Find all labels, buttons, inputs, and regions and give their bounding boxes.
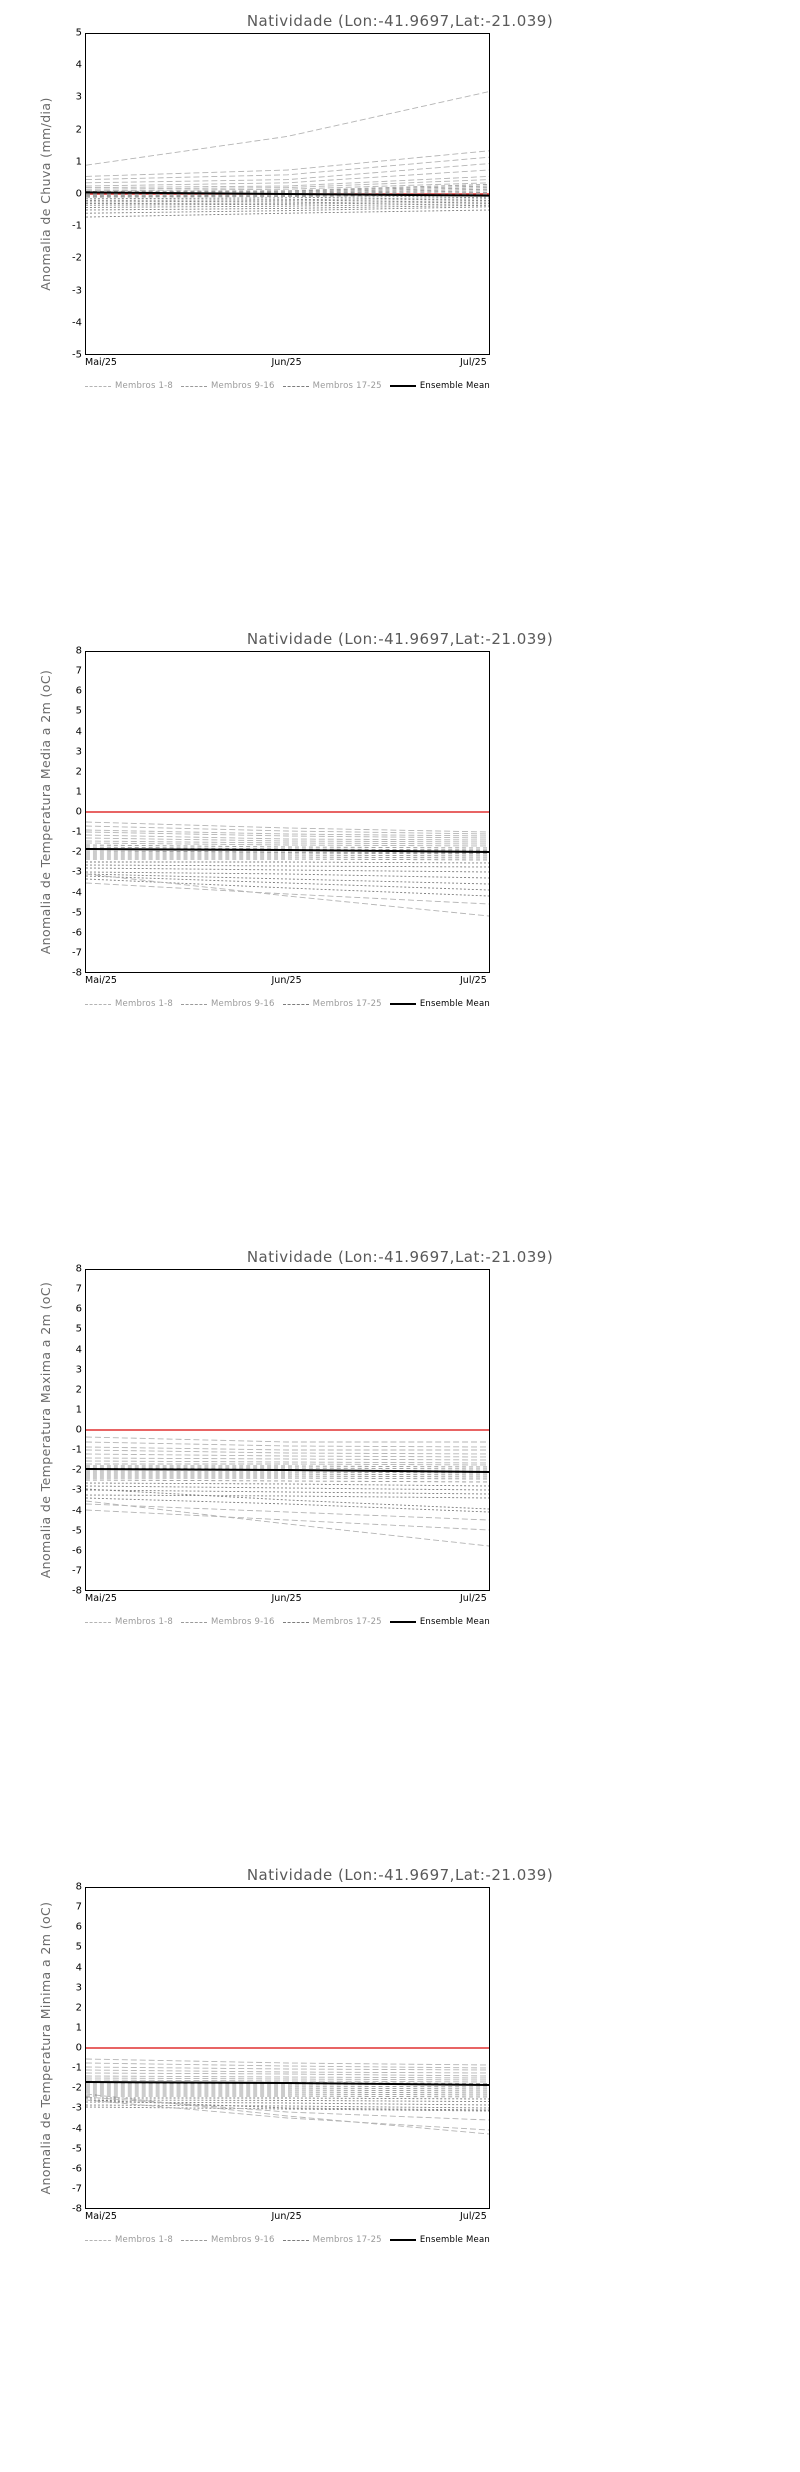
y-tick-label: 7 bbox=[75, 1283, 82, 1295]
member-line bbox=[86, 2092, 489, 2093]
legend-item bbox=[85, 1617, 173, 1627]
y-tick-label: 2 bbox=[75, 766, 82, 778]
member-line bbox=[86, 876, 489, 890]
x-tick-label: Mai/25 bbox=[85, 1593, 117, 1604]
series-lines bbox=[86, 652, 489, 972]
y-tick-label: -4 bbox=[72, 317, 82, 329]
y-tick-label: 3 bbox=[75, 91, 82, 103]
legend-item bbox=[283, 999, 382, 1009]
x-tick-label: Jul/25 bbox=[460, 357, 487, 368]
legend-swatch bbox=[181, 2240, 207, 2241]
ensemble-mean-line bbox=[86, 2082, 489, 2085]
plot-area bbox=[85, 1269, 490, 1591]
legend-label: Membros 9-16 bbox=[211, 2235, 275, 2245]
member-line bbox=[86, 862, 489, 863]
y-tick-label: 5 bbox=[75, 1323, 82, 1335]
x-tick-label: Jul/25 bbox=[460, 975, 487, 986]
y-tick-label: -1 bbox=[72, 2062, 82, 2074]
member-line bbox=[86, 1483, 489, 1486]
y-tick-label: 2 bbox=[75, 124, 82, 136]
member-line bbox=[86, 1510, 489, 1530]
legend-swatch bbox=[181, 386, 207, 387]
y-tick-label: 1 bbox=[75, 156, 82, 168]
legend-swatch bbox=[181, 1622, 207, 1623]
y-tick-label: 0 bbox=[75, 188, 82, 200]
member-line bbox=[86, 868, 489, 872]
y-axis-label: Anomalia de Temperatura Media a 2m (oC) bbox=[38, 669, 53, 955]
member-line bbox=[86, 2088, 489, 2089]
legend-item bbox=[390, 999, 490, 1009]
x-axis-ticks bbox=[85, 2209, 490, 2227]
legend-item bbox=[85, 2235, 173, 2245]
member-line bbox=[86, 151, 489, 177]
member-line bbox=[86, 872, 489, 878]
y-tick-label: -3 bbox=[72, 285, 82, 297]
member-line bbox=[86, 1478, 489, 1479]
member-line bbox=[86, 1437, 489, 1442]
page-title: Natividade (Lon:-41.9697,Lat:-21.039) bbox=[246, 1866, 554, 1884]
legend-label: Membros 1-8 bbox=[115, 2235, 173, 2245]
y-tick-label: -6 bbox=[72, 1545, 82, 1557]
legend-item bbox=[85, 999, 173, 1009]
y-tick-label: 5 bbox=[75, 705, 82, 717]
member-line bbox=[86, 2073, 489, 2076]
y-tick-label: -2 bbox=[72, 846, 82, 858]
member-line bbox=[86, 2098, 489, 2099]
y-tick-label: -8 bbox=[72, 967, 82, 979]
y-axis-ticks bbox=[52, 27, 82, 361]
legend-label: Ensemble Mean bbox=[419, 999, 490, 1009]
member-line bbox=[86, 1454, 489, 1457]
y-tick-label: 8 bbox=[75, 645, 82, 657]
legend-label: Membros 17-25 bbox=[312, 1617, 382, 1627]
y-tick-label: 7 bbox=[75, 1901, 82, 1913]
y-tick-label: 2 bbox=[75, 2002, 82, 2014]
member-line bbox=[86, 859, 489, 860]
x-tick-label: Mai/25 bbox=[85, 2211, 117, 2222]
member-line bbox=[86, 2096, 489, 2097]
member-line bbox=[86, 1450, 489, 1454]
y-tick-label: 0 bbox=[75, 806, 82, 818]
member-line bbox=[86, 874, 489, 916]
y-tick-label: 6 bbox=[75, 1921, 82, 1933]
legend-label: Membros 1-8 bbox=[115, 381, 173, 391]
x-tick-label: Jun/25 bbox=[271, 357, 302, 368]
member-line bbox=[86, 1495, 489, 1498]
member-line bbox=[86, 207, 489, 213]
x-axis-ticks bbox=[85, 973, 490, 991]
legend-item bbox=[283, 381, 382, 391]
y-axis-label: Anomalia de Chuva (mm/dia) bbox=[38, 97, 53, 291]
plot-area bbox=[85, 1887, 490, 2209]
y-tick-label: 3 bbox=[75, 1982, 82, 1994]
y-tick-label: -2 bbox=[72, 1464, 82, 1476]
legend-swatch bbox=[390, 385, 416, 387]
y-axis-label: Anomalia de Temperatura Maxima a 2m (oC) bbox=[38, 1281, 53, 1579]
y-tick-label: -7 bbox=[72, 2183, 82, 2195]
y-tick-label: 3 bbox=[75, 1364, 82, 1376]
chart-legend bbox=[85, 1614, 490, 1630]
y-tick-label: -3 bbox=[72, 866, 82, 878]
y-tick-label: 7 bbox=[75, 665, 82, 677]
legend-label: Ensemble Mean bbox=[419, 381, 490, 391]
y-axis-ticks bbox=[52, 1263, 82, 1597]
y-tick-label: 8 bbox=[75, 1881, 82, 1893]
member-line bbox=[86, 1442, 489, 1447]
y-tick-label: -4 bbox=[72, 1505, 82, 1516]
y-tick-label: 1 bbox=[75, 786, 82, 798]
legend-label: Ensemble Mean bbox=[419, 1617, 490, 1627]
x-tick-label: Jun/25 bbox=[271, 2211, 302, 2222]
legend-swatch bbox=[283, 1622, 309, 1623]
legend-label: Membros 1-8 bbox=[115, 999, 173, 1009]
x-tick-label: Jun/25 bbox=[271, 975, 302, 986]
series-lines bbox=[86, 1888, 489, 2208]
y-tick-label: 5 bbox=[75, 1941, 82, 1953]
y-tick-label: -6 bbox=[72, 2163, 82, 2175]
y-tick-label: -1 bbox=[72, 826, 82, 838]
y-tick-label: 2 bbox=[75, 1384, 82, 1396]
legend-item bbox=[283, 1617, 382, 1627]
chart-panel-mean-temperature bbox=[0, 618, 800, 1236]
x-tick-label: Jul/25 bbox=[460, 2211, 487, 2222]
legend-swatch bbox=[85, 1004, 111, 1005]
legend-item bbox=[283, 2235, 382, 2245]
y-tick-label: -5 bbox=[72, 907, 82, 919]
page-title: Natividade (Lon:-41.9697,Lat:-21.039) bbox=[246, 1248, 554, 1266]
y-tick-label: -1 bbox=[72, 220, 82, 232]
member-line bbox=[86, 183, 489, 191]
member-line bbox=[86, 1501, 489, 1546]
y-tick-label: 5 bbox=[75, 27, 82, 39]
member-line bbox=[86, 1447, 489, 1450]
member-line bbox=[86, 1480, 489, 1482]
legend-item bbox=[390, 381, 490, 391]
y-tick-label: -4 bbox=[72, 2123, 82, 2134]
y-tick-label: 8 bbox=[75, 1263, 82, 1275]
member-line bbox=[86, 1476, 489, 1477]
legend-item bbox=[390, 2235, 490, 2245]
legend-swatch bbox=[283, 386, 309, 387]
y-tick-label: -5 bbox=[72, 1525, 82, 1537]
member-line bbox=[86, 1458, 489, 1460]
legend-swatch bbox=[181, 1004, 207, 1005]
y-tick-label: -2 bbox=[72, 252, 82, 264]
y-tick-label: 1 bbox=[75, 2022, 82, 2034]
y-tick-label: 0 bbox=[75, 1424, 82, 1436]
y-tick-label: 6 bbox=[75, 1303, 82, 1315]
y-tick-label: -1 bbox=[72, 1444, 82, 1456]
y-tick-label: -8 bbox=[72, 1585, 82, 1597]
member-line bbox=[86, 1489, 489, 1509]
legend-label: Membros 9-16 bbox=[211, 381, 275, 391]
member-line bbox=[86, 2094, 489, 2095]
legend-swatch bbox=[85, 1622, 111, 1623]
legend-swatch bbox=[85, 2240, 111, 2241]
y-axis-ticks bbox=[52, 1881, 82, 2215]
legend-swatch bbox=[390, 2239, 416, 2241]
legend-item bbox=[181, 381, 275, 391]
series-lines bbox=[86, 1270, 489, 1590]
y-tick-label: -3 bbox=[72, 1484, 82, 1496]
y-tick-label: 4 bbox=[75, 1344, 82, 1355]
y-tick-label: 4 bbox=[75, 726, 82, 737]
member-line bbox=[86, 853, 489, 854]
chart-legend bbox=[85, 378, 490, 394]
member-line bbox=[86, 865, 489, 867]
member-line bbox=[86, 204, 489, 208]
legend-swatch bbox=[390, 1621, 416, 1623]
member-line bbox=[86, 1466, 489, 1467]
member-line bbox=[86, 2076, 489, 2078]
member-line bbox=[86, 164, 489, 183]
y-tick-label: 3 bbox=[75, 746, 82, 758]
legend-swatch bbox=[390, 1003, 416, 1005]
member-line bbox=[86, 1498, 489, 1512]
page-title: Natividade (Lon:-41.9697,Lat:-21.039) bbox=[246, 630, 554, 648]
legend-item bbox=[181, 1617, 275, 1627]
y-tick-label: 4 bbox=[75, 1962, 82, 1973]
series-lines bbox=[86, 34, 489, 354]
member-line bbox=[86, 2090, 489, 2091]
legend-swatch bbox=[283, 1004, 309, 1005]
y-tick-label: -3 bbox=[72, 2102, 82, 2114]
legend-item bbox=[390, 1617, 490, 1627]
member-line bbox=[86, 1461, 489, 1463]
member-line bbox=[86, 822, 489, 832]
member-line bbox=[86, 2086, 489, 2087]
legend-label: Membros 9-16 bbox=[211, 1617, 275, 1627]
y-axis-label: Anomalia de Temperatura Minima a 2m (oC) bbox=[38, 1901, 53, 2195]
y-tick-label: -7 bbox=[72, 1565, 82, 1577]
member-line bbox=[86, 1486, 489, 1490]
chart-panel-max-temperature bbox=[0, 1236, 800, 1854]
legend-swatch bbox=[283, 2240, 309, 2241]
y-tick-label: 0 bbox=[75, 2042, 82, 2054]
member-line bbox=[86, 857, 489, 858]
y-tick-label: 6 bbox=[75, 685, 82, 697]
legend-label: Membros 17-25 bbox=[312, 999, 382, 1009]
legend-label: Ensemble Mean bbox=[419, 2235, 490, 2245]
x-axis-ticks bbox=[85, 355, 490, 373]
y-tick-label: 4 bbox=[75, 59, 82, 71]
member-line bbox=[86, 1464, 489, 1465]
x-axis-ticks bbox=[85, 1591, 490, 1609]
legend-item bbox=[85, 381, 173, 391]
plot-area bbox=[85, 651, 490, 973]
x-tick-label: Jul/25 bbox=[460, 1593, 487, 1604]
member-line bbox=[86, 2063, 489, 2068]
y-tick-label: -7 bbox=[72, 947, 82, 959]
member-line bbox=[86, 1474, 489, 1475]
y-tick-label: -4 bbox=[72, 887, 82, 898]
chart-panel-min-temperature bbox=[0, 1854, 800, 2472]
chart-legend bbox=[85, 2232, 490, 2248]
x-tick-label: Mai/25 bbox=[85, 357, 117, 368]
member-line bbox=[86, 2100, 489, 2102]
y-tick-label: -6 bbox=[72, 927, 82, 939]
member-line bbox=[86, 2070, 489, 2073]
legend-item bbox=[181, 2235, 275, 2245]
y-tick-label: -8 bbox=[72, 2203, 82, 2215]
x-tick-label: Jun/25 bbox=[271, 1593, 302, 1604]
chart-panel-precipitation bbox=[0, 0, 800, 618]
member-line bbox=[86, 2059, 489, 2065]
member-line bbox=[86, 874, 489, 884]
y-tick-label: -5 bbox=[72, 2143, 82, 2155]
member-line bbox=[86, 170, 489, 186]
legend-label: Membros 9-16 bbox=[211, 999, 275, 1009]
member-line bbox=[86, 92, 489, 166]
y-tick-label: -2 bbox=[72, 2082, 82, 2094]
chart-legend bbox=[85, 996, 490, 1012]
y-tick-label: -5 bbox=[72, 349, 82, 361]
legend-item bbox=[181, 999, 275, 1009]
legend-label: Membros 1-8 bbox=[115, 1617, 173, 1627]
member-line bbox=[86, 855, 489, 856]
plot-area bbox=[85, 33, 490, 355]
member-line bbox=[86, 2078, 489, 2080]
member-line bbox=[86, 826, 489, 834]
y-tick-label: 1 bbox=[75, 1404, 82, 1416]
legend-label: Membros 17-25 bbox=[312, 2235, 382, 2245]
ensemble-mean-line bbox=[86, 1469, 489, 1472]
x-tick-label: Mai/25 bbox=[85, 975, 117, 986]
page-title: Natividade (Lon:-41.9697,Lat:-21.039) bbox=[246, 12, 554, 30]
y-axis-ticks bbox=[52, 645, 82, 979]
member-line bbox=[86, 210, 489, 217]
legend-swatch bbox=[85, 386, 111, 387]
legend-label: Membros 17-25 bbox=[312, 381, 382, 391]
